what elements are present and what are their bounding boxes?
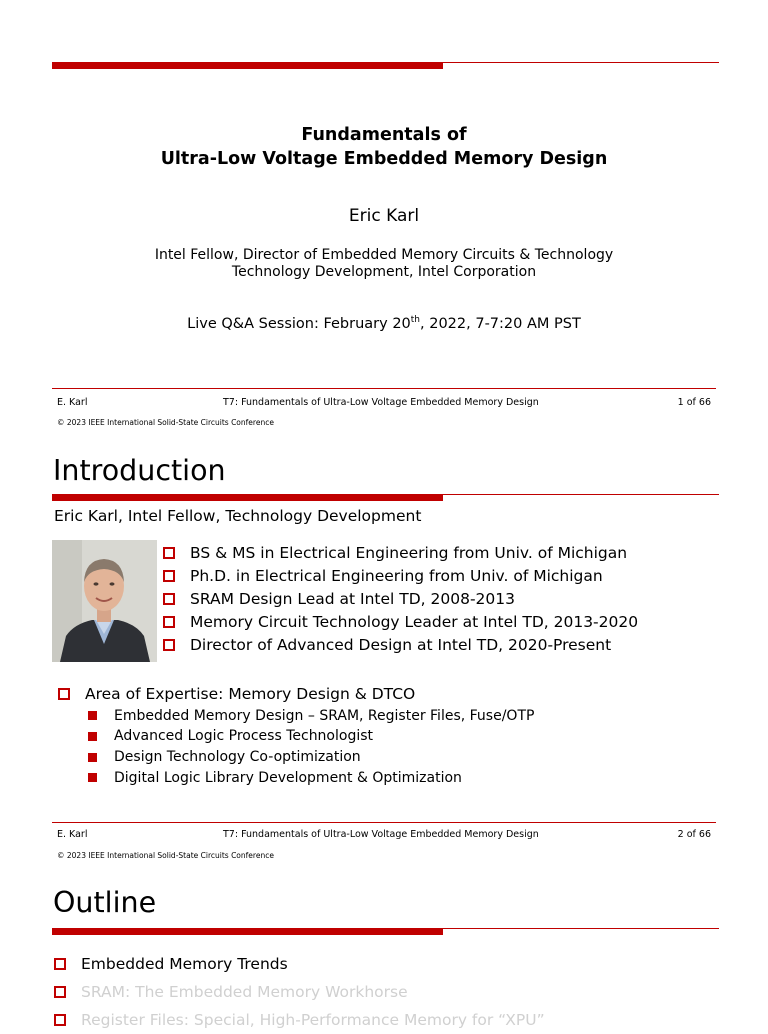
slide1-title-line2: Ultra-Low Voltage Embedded Memory Design: [160, 149, 608, 169]
author-photo: [52, 540, 157, 662]
bio-item: [163, 564, 638, 587]
expertise-item-text: Embedded Memory Design – SRAM, Register Files, Fuse/OTP: [114, 707, 535, 724]
bio-item: [163, 541, 638, 564]
outline-item-text: Register Files: Special, High-Performance Memory for “XPU”: [81, 1011, 545, 1029]
expertise-item-text: Digital Logic Library Development & Optimization: [114, 769, 462, 786]
filled-square-bullet-icon: [88, 711, 97, 720]
footer1-rule: [52, 388, 716, 389]
footer2-rule: [52, 822, 716, 823]
expertise-heading-text: Area of Expertise: Memory Design & DTCO: [85, 684, 416, 703]
outline-list: [54, 950, 545, 1034]
expertise-item: [88, 705, 534, 726]
outline-item: [54, 1006, 545, 1034]
outline-item: [54, 978, 545, 1006]
bio-item-text: Ph.D. in Electrical Engineering from Univ. of Michigan: [190, 566, 603, 585]
bio-list: [163, 541, 638, 657]
slide1-session: [0, 315, 768, 332]
footer2-course-title: T7: Fundamentals of Ultra-Low Voltage Embedded Memory Design: [223, 829, 539, 840]
footer1-copyright: © 2023 IEEE International Solid-State Circuits Conference: [57, 418, 274, 427]
hollow-square-bullet-icon: [54, 986, 66, 998]
footer1-course-title: T7: Fundamentals of Ultra-Low Voltage Embedded Memory Design: [223, 397, 539, 408]
hollow-square-bullet-icon: [58, 688, 70, 700]
outline-item-text: Embedded Memory Trends: [81, 955, 288, 973]
hollow-square-bullet-icon: [163, 593, 175, 605]
filled-square-bullet-icon: [88, 753, 97, 762]
expertise-section: [58, 682, 534, 788]
hollow-square-bullet-icon: [163, 547, 175, 559]
bio-item: [163, 634, 638, 657]
hollow-square-bullet-icon: [54, 1014, 66, 1026]
slide3-heading: Outline: [53, 886, 157, 919]
expertise-item: [88, 726, 534, 747]
slide1-title-line1: Fundamentals of: [301, 125, 467, 145]
hollow-square-bullet-icon: [163, 639, 175, 651]
slide1-affiliation-line2: Technology Development, Intel Corporation: [231, 264, 537, 280]
expertise-item-text: Design Technology Co-optimization: [114, 749, 361, 766]
expertise-item: [88, 747, 534, 768]
slide3-rule-thin: [443, 928, 719, 929]
bio-item-text: Director of Advanced Design at Intel TD, 2020-Present: [190, 636, 612, 655]
bio-item-text: SRAM Design Lead at Intel TD, 2008-2013: [190, 589, 515, 608]
footer1-page-number: 1 of 66: [677, 397, 711, 408]
expertise-item-text: Advanced Logic Process Technologist: [114, 728, 374, 745]
expertise-item: [88, 768, 534, 789]
hollow-square-bullet-icon: [163, 570, 175, 582]
slide3-rule-thick: [52, 928, 443, 935]
slide2-heading: Introduction: [53, 454, 226, 487]
slide2-rule-thin: [443, 494, 719, 495]
slide1-top-rule-thick: [52, 62, 443, 69]
outline-item: [54, 950, 545, 978]
footer2-page-number: 2 of 66: [677, 829, 711, 840]
filled-square-bullet-icon: [88, 732, 97, 741]
bio-item-text: Memory Circuit Technology Leader at Intel TD, 2013-2020: [190, 613, 639, 632]
hollow-square-bullet-icon: [163, 616, 175, 628]
footer1-author: E. Karl: [57, 397, 88, 408]
footer2-author: E. Karl: [57, 829, 88, 840]
bio-item: [163, 587, 638, 610]
expertise-heading: [58, 682, 534, 705]
filled-square-bullet-icon: [88, 773, 97, 782]
session-time-text: , 2022, 7-7:20 AM PST: [420, 315, 581, 332]
author-portrait-image: [52, 540, 157, 662]
session-date-text: Live Q&A Session: February 20: [187, 315, 411, 332]
hollow-square-bullet-icon: [54, 958, 66, 970]
slide1-affiliation-line1: Intel Fellow, Director of Embedded Memory Circuits & Technology: [154, 247, 614, 263]
bio-item-text: BS & MS in Electrical Engineering from Univ. of Michigan: [190, 543, 628, 562]
session-date-suffix: th: [410, 315, 421, 325]
expertise-sublist: [58, 705, 534, 788]
slide1-author: Eric Karl: [348, 206, 420, 226]
slide2-subtitle: Eric Karl, Intel Fellow, Technology Development: [54, 507, 422, 525]
bio-item: [163, 611, 638, 634]
outline-item-text: SRAM: The Embedded Memory Workhorse: [81, 983, 408, 1001]
footer2-copyright: © 2023 IEEE International Solid-State Circuits Conference: [57, 851, 274, 860]
slide1-top-rule-thin: [443, 62, 719, 63]
slide2-rule-thick: [52, 494, 443, 501]
